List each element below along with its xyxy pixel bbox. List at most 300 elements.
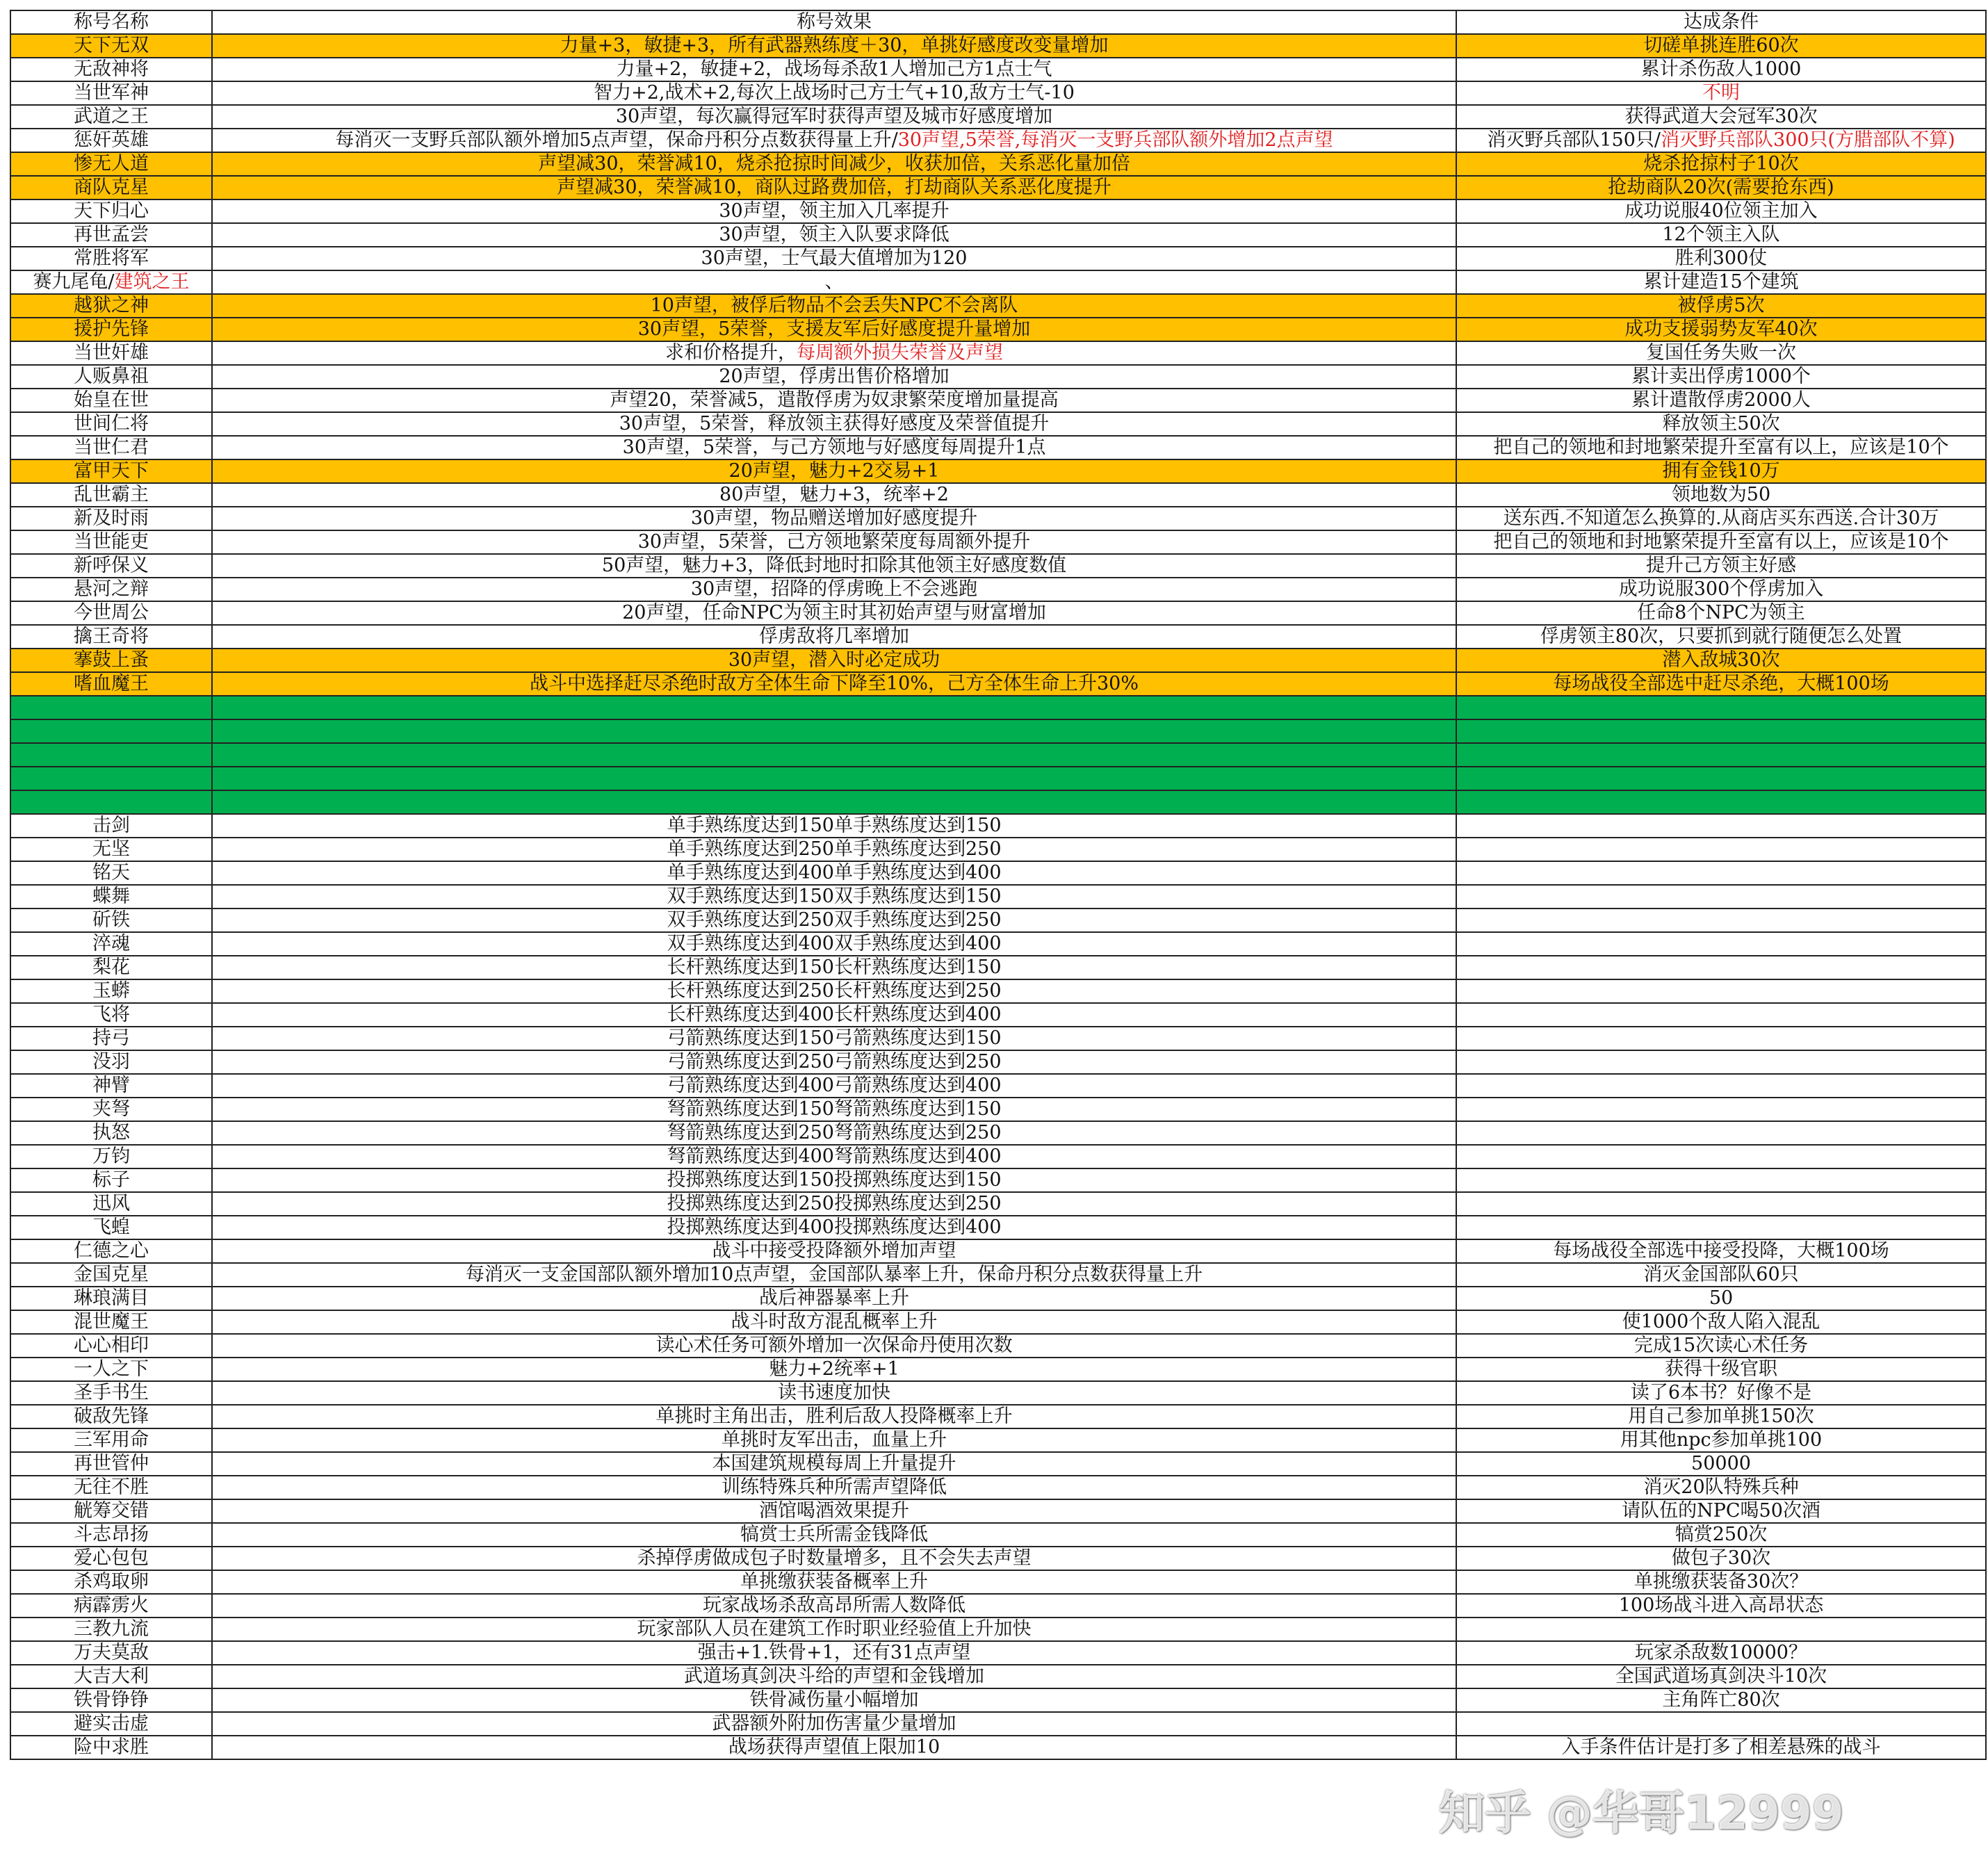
title-name-cell [10, 389, 212, 412]
title-name-cell [10, 436, 212, 459]
title-effect-cell [212, 672, 1456, 696]
table-row [10, 956, 1986, 979]
cell-text: 飞蝗 [92, 1216, 130, 1238]
title-effect-cell [212, 790, 1456, 814]
cell-text: 击剑 [92, 815, 130, 836]
cell-text: 斗志昂扬 [74, 1524, 149, 1545]
condition-cell [1456, 1287, 1986, 1310]
cell-text: 仁德之心 [74, 1240, 149, 1262]
table-row [10, 1263, 1986, 1287]
cell-text: 没羽 [92, 1051, 130, 1073]
title-effect-cell [212, 767, 1456, 790]
title-effect-cell [212, 507, 1456, 530]
title-name-cell [10, 1476, 212, 1499]
cell-text: 武器额外附加伤害量少量增加 [712, 1713, 956, 1734]
title-effect-cell [212, 1499, 1456, 1523]
cell-text: 把自己的领地和封地繁荣提升至富有以上，应该是10个 [1493, 531, 1949, 553]
condition-cell [1456, 1358, 1986, 1381]
table-row [10, 696, 1986, 719]
title-name-cell [10, 1523, 212, 1547]
table-row [10, 483, 1986, 507]
condition-cell [1456, 1239, 1986, 1263]
title-name-cell [10, 129, 212, 152]
cell-text: 把自己的领地和封地繁荣提升至富有以上，应该是10个 [1493, 437, 1949, 458]
cell-text: 切磋单挑连胜60次 [1643, 35, 1799, 56]
cell-text: 做包子30次 [1671, 1547, 1771, 1569]
title-name-cell [10, 507, 212, 530]
cell-text: 用自己参加单挑150次 [1628, 1406, 1814, 1427]
cell-text: 新呼保义 [74, 555, 149, 576]
cell-text: 被俘虏5次 [1677, 295, 1765, 316]
cell-text: 搴鼓上蚤 [74, 649, 149, 671]
title-effect-cell [212, 294, 1456, 318]
cell-text: 一人之下 [74, 1358, 149, 1380]
title-effect-cell [212, 318, 1456, 341]
title-name-cell [10, 365, 212, 389]
table-row [10, 81, 1986, 105]
cell-text: 烧杀抢掠村子10次 [1643, 153, 1799, 174]
table-row [10, 979, 1986, 1003]
condition-cell [1456, 578, 1986, 601]
title-name-cell [10, 1452, 212, 1476]
title-effect-cell [212, 1310, 1456, 1334]
cell-text: 训练特殊兵种所需声望降低 [722, 1476, 947, 1498]
title-name-cell [10, 814, 212, 838]
title-name-cell [10, 318, 212, 341]
condition-cell [1456, 1074, 1986, 1098]
cell-text: 投掷熟练度达到400投掷熟练度达到400 [667, 1216, 1002, 1238]
title-name-cell [10, 649, 212, 672]
title-name-cell [10, 790, 212, 814]
condition-cell [1456, 719, 1986, 743]
condition-cell [1456, 152, 1986, 176]
cell-text: 犒赏250次 [1675, 1524, 1768, 1545]
title-name-cell [10, 1428, 212, 1452]
title-name-cell [10, 1003, 212, 1027]
title-name-cell [10, 1641, 212, 1665]
condition-cell [1456, 1523, 1986, 1547]
cell-text: 觥筹交错 [74, 1500, 149, 1522]
cell-text: 常胜将军 [74, 247, 149, 269]
header-cell-title-name: 称号名称 [10, 10, 212, 34]
condition-cell [1456, 649, 1986, 672]
table-row [10, 294, 1986, 318]
table-row [10, 1239, 1986, 1263]
cell-text: 当世能吏 [74, 531, 149, 553]
cell-text: 乱世霸主 [74, 484, 149, 505]
title-effect-cell [212, 1594, 1456, 1618]
title-name-cell [10, 885, 212, 909]
table-row [10, 389, 1986, 412]
highlighted-text: 消灭野兵部队300只(方腊部队不算) [1661, 129, 1955, 151]
cell-text: 神臂 [92, 1075, 130, 1096]
title-effect-cell [212, 1688, 1456, 1712]
condition-cell [1456, 294, 1986, 318]
cell-text: 圣手书生 [74, 1382, 149, 1403]
cell-text: 当世奸雄 [74, 342, 149, 364]
cell-text: 请队伍的NPC喝50次酒 [1622, 1500, 1820, 1522]
cell-text: 20声望，任命NPC为领主时其初始声望与财富增加 [622, 602, 1046, 624]
table-row [10, 578, 1986, 601]
cell-text: 消灭金国部队60只 [1643, 1264, 1799, 1285]
cell-text: 累计建造15个建筑 [1643, 271, 1799, 293]
cell-text: 读心术任务可额外增加一次保命丹使用次数 [655, 1335, 1013, 1356]
title-effect-cell [212, 1263, 1456, 1287]
table-row [10, 1168, 1986, 1192]
cell-text: 每消灭一支金国部队额外增加10点声望，金国部队暴率上升，保命丹积分点数获得量上升 [465, 1264, 1203, 1285]
cell-text: 主角阵亡80次 [1662, 1689, 1780, 1711]
cell-text: 20声望，俘虏出售价格增加 [719, 366, 950, 387]
cell-text: 抢劫商队20次(需要抢东西) [1608, 177, 1834, 198]
table-row [10, 1287, 1986, 1310]
title-name-cell [10, 1358, 212, 1381]
title-name-cell [10, 341, 212, 365]
condition-cell [1456, 1216, 1986, 1239]
cell-text: 用其他npc参加单挑100 [1620, 1429, 1823, 1451]
table-row [10, 459, 1986, 483]
cell-text: 投掷熟练度达到150投掷熟练度达到150 [667, 1169, 1002, 1191]
title-name-cell [10, 1098, 212, 1121]
cell-text: 声望减30，荣誉减10，商队过路费加倍，打劫商队关系恶化度提升 [557, 177, 1111, 198]
title-effect-cell [212, 861, 1456, 885]
title-effect-cell [212, 1003, 1456, 1027]
table-row [10, 58, 1986, 81]
cell-text: 持弓 [92, 1027, 130, 1049]
title-name-cell [10, 1074, 212, 1098]
cell-text: 读书速度加快 [778, 1382, 890, 1403]
table-row [10, 1358, 1986, 1381]
cell-text: 领地数为50 [1671, 484, 1771, 505]
cell-text: 弩箭熟练度达到400弩箭熟练度达到400 [667, 1146, 1002, 1167]
title-effect-cell [212, 389, 1456, 412]
cell-text: 无坚 [92, 838, 130, 860]
cell-text: 50000 [1691, 1453, 1751, 1474]
condition-cell [1456, 1452, 1986, 1476]
title-name-cell [10, 459, 212, 483]
table-row [10, 530, 1986, 554]
cell-text: 铁骨减伤量小幅增加 [749, 1689, 919, 1711]
cell-text: 蝶舞 [92, 886, 130, 907]
cell-text: 混世魔王 [74, 1311, 149, 1333]
condition-cell [1456, 1547, 1986, 1570]
cell-text: 当世仁君 [74, 437, 149, 458]
table-row [10, 1381, 1986, 1405]
title-name-cell [10, 81, 212, 105]
cell-text: 长杆熟练度达到250长杆熟练度达到250 [667, 980, 1002, 1002]
title-effect-cell [212, 1074, 1456, 1098]
table-row [10, 129, 1986, 152]
cell-text: 无敌神将 [74, 58, 149, 80]
title-effect-cell [212, 1712, 1456, 1736]
condition-cell [1456, 247, 1986, 270]
table-row [10, 1027, 1986, 1050]
condition-cell [1456, 389, 1986, 412]
title-effect-cell [212, 1428, 1456, 1452]
highlighted-text: 30声望,5荣誉,每消灭一支野兵部队额外增加2点声望 [897, 129, 1333, 151]
cell-text: 10声望，被俘后物品不会丢失NPC不会离队 [650, 295, 1018, 316]
title-effect-cell [212, 696, 1456, 719]
title-effect-cell [212, 223, 1456, 247]
cell-text: 弓箭熟练度达到150弓箭熟练度达到150 [667, 1027, 1002, 1049]
title-effect-cell [212, 1334, 1456, 1358]
condition-cell [1456, 1476, 1986, 1499]
table-row [10, 1334, 1986, 1358]
cell-text: 三教九流 [74, 1618, 149, 1640]
condition-cell [1456, 885, 1986, 909]
title-name-cell [10, 719, 212, 743]
cell-text: 累计卖出俘虏1000个 [1631, 366, 1811, 387]
condition-cell [1456, 696, 1986, 719]
cell-text: 80声望，魅力+3，统率+2 [719, 484, 949, 505]
cell-text: 惩奸英雄 [74, 129, 149, 151]
cell-text: 单手熟练度达到150单手熟练度达到150 [667, 815, 1002, 836]
title-effect-cell [212, 1381, 1456, 1405]
title-name-cell [10, 767, 212, 790]
cell-text: 擒王奇将 [74, 626, 149, 647]
title-effect-cell [212, 1027, 1456, 1050]
cell-text: 累计杀伤敌人1000 [1640, 58, 1802, 80]
title-name-cell [10, 294, 212, 318]
condition-cell [1456, 861, 1986, 885]
title-effect-cell [212, 578, 1456, 601]
title-name-cell [10, 105, 212, 129]
cell-text: 金国克星 [74, 1264, 149, 1285]
cell-text: 越狱之神 [74, 295, 149, 316]
cell-text: 30声望，领主入队要求降低 [719, 224, 950, 245]
header-cell-title-effect: 称号效果 [212, 10, 1456, 34]
cell-text: 双手熟练度达到150双手熟练度达到150 [667, 886, 1002, 907]
cell-text: 酒馆喝酒效果提升 [759, 1500, 909, 1522]
title-effect-cell [212, 365, 1456, 389]
cell-text: 三军用命 [74, 1429, 149, 1451]
table-row [10, 1405, 1986, 1428]
table-row [10, 1641, 1986, 1665]
cell-text: 胜利300仗 [1675, 247, 1768, 269]
table-row [10, 247, 1986, 270]
condition-cell [1456, 1027, 1986, 1050]
cell-text: 人贩鼻祖 [74, 366, 149, 387]
cell-text: 投掷熟练度达到250投掷熟练度达到250 [667, 1193, 1002, 1214]
title-effect-cell [212, 956, 1456, 979]
cell-text: 长杆熟练度达到150长杆熟练度达到150 [667, 956, 1002, 978]
cell-text: 弩箭熟练度达到250弩箭熟练度达到250 [667, 1122, 1002, 1143]
cell-text: 战斗中接受投降额外增加声望 [712, 1240, 956, 1262]
table-row [10, 1547, 1986, 1570]
condition-cell [1456, 34, 1986, 58]
cell-text: 单手熟练度达到400单手熟练度达到400 [667, 862, 1002, 883]
title-effect-cell [212, 1287, 1456, 1310]
table-row [10, 1310, 1986, 1334]
condition-cell [1456, 223, 1986, 247]
cell-text: 成功说服40位领主加入 [1624, 200, 1818, 222]
table-row [10, 649, 1986, 672]
table-row [10, 1145, 1986, 1168]
cell-text: 武道场真剑决斗给的声望和金钱增加 [684, 1665, 984, 1687]
table-row [10, 554, 1986, 578]
title-name-cell [10, 1287, 212, 1310]
condition-cell [1456, 436, 1986, 459]
cell-text: 险中求胜 [74, 1736, 149, 1758]
title-name-cell [10, 1027, 212, 1050]
condition-cell [1456, 58, 1986, 81]
title-effect-cell [212, 247, 1456, 270]
cell-text: 50声望，魅力+3，降低封地时扣除其他领主好感度数值 [601, 555, 1067, 576]
cell-text: 战场获得声望值上限加10 [728, 1736, 940, 1758]
cell-text: 读了6本书？好像不是 [1630, 1382, 1812, 1403]
cell-text: 30声望，招降的俘虏晚上不会逃跑 [690, 578, 978, 600]
title-effect-cell [212, 1168, 1456, 1192]
table-row [10, 625, 1986, 649]
highlighted-text: 每周额外损失荣誉及声望 [797, 342, 1003, 364]
title-name-cell [10, 483, 212, 507]
table-row [10, 1074, 1986, 1098]
title-name-cell [10, 1050, 212, 1074]
table-row [10, 1523, 1986, 1547]
condition-cell [1456, 625, 1986, 649]
title-effect-cell [212, 1192, 1456, 1216]
cell-text: 天下归心 [74, 200, 149, 222]
title-name-cell [10, 1145, 212, 1168]
cell-text: 万夫莫敌 [74, 1642, 149, 1663]
cell-text: 12个领主入队 [1662, 224, 1780, 245]
cell-text: 当世军神 [74, 82, 149, 104]
title-effect-cell [212, 1665, 1456, 1688]
title-name-cell [10, 1499, 212, 1523]
cell-text: 世间仁将 [74, 413, 149, 434]
condition-cell [1456, 1192, 1986, 1216]
title-effect-cell [212, 199, 1456, 223]
condition-cell [1456, 199, 1986, 223]
title-effect-cell [212, 1736, 1456, 1759]
title-name-cell [10, 956, 212, 979]
cell-text: 拥有金钱10万 [1662, 460, 1780, 482]
condition-cell [1456, 1688, 1986, 1712]
condition-cell [1456, 483, 1986, 507]
cell-text: 万钧 [92, 1146, 130, 1167]
table-row [10, 1121, 1986, 1145]
cell-text: 30声望，物品赠送增加好感度提升 [690, 507, 978, 529]
title-name-cell [10, 625, 212, 649]
title-effect-cell [212, 81, 1456, 105]
title-name-cell [10, 247, 212, 270]
cell-text: 入手条件估计是打多了相差悬殊的战斗 [1561, 1736, 1881, 1758]
condition-cell [1456, 459, 1986, 483]
cell-text: 30声望，5荣誉，与己方领地与好感度每周提升1点 [622, 437, 1046, 458]
title-name-cell [10, 270, 212, 294]
table-row [10, 1736, 1986, 1759]
title-effect-cell [212, 885, 1456, 909]
condition-cell [1456, 105, 1986, 129]
cell-text: 双手熟练度达到250双手熟练度达到250 [667, 909, 1002, 931]
title-name-cell [10, 1547, 212, 1570]
title-name-cell [10, 932, 212, 956]
cell-text: 声望20，荣誉减5，遣散俘虏为奴隶繁荣度增加量提高 [610, 389, 1059, 411]
cell-text: 累计遣散俘虏2000人 [1631, 389, 1811, 411]
title-effect-cell [212, 341, 1456, 365]
condition-cell [1456, 1594, 1986, 1618]
cell-text: 完成15次读心术任务 [1633, 1335, 1809, 1356]
cell-text: 50 [1709, 1287, 1734, 1309]
cell-text: 富甲天下 [74, 460, 149, 482]
condition-cell [1456, 1050, 1986, 1074]
cell-text: 魅力+2统率+1 [769, 1358, 899, 1380]
condition-cell [1456, 554, 1986, 578]
table-row [10, 507, 1986, 530]
cell-text: 30声望，5荣誉，己方领地繁荣度每周额外提升 [637, 531, 1031, 553]
condition-cell [1456, 530, 1986, 554]
title-effect-cell [212, 1098, 1456, 1121]
condition-cell [1456, 672, 1986, 696]
title-name-cell [10, 696, 212, 719]
table-row [10, 838, 1986, 861]
cell-text: 单挑缴获装备概率上升 [740, 1571, 928, 1592]
cell-text: 战斗时敌方混乱概率上升 [731, 1311, 938, 1333]
title-effect-cell [212, 719, 1456, 743]
title-name-cell [10, 1121, 212, 1145]
cell-text: 玩家部队人员在建筑工作时职业经验值上升加快 [637, 1618, 1032, 1640]
condition-cell [1456, 956, 1986, 979]
title-effect-cell [212, 176, 1456, 199]
title-effect-cell [212, 1452, 1456, 1476]
table-row [10, 932, 1986, 956]
condition-cell [1456, 1570, 1986, 1594]
table-row [10, 885, 1986, 909]
cell-text: 淬魂 [92, 933, 130, 954]
table-row [10, 1499, 1986, 1523]
title-effect-cell [212, 814, 1456, 838]
title-name-cell [10, 34, 212, 58]
condition-cell [1456, 1736, 1986, 1759]
condition-cell [1456, 909, 1986, 932]
table-row [10, 176, 1986, 199]
cell-text: 俘虏敌将几率增加 [759, 626, 909, 647]
table-row [10, 743, 1986, 767]
condition-cell [1456, 318, 1986, 341]
cell-text: 新及时雨 [74, 507, 149, 529]
table-row [10, 105, 1986, 129]
title-effect-cell [212, 625, 1456, 649]
cell-text: 避实击虚 [74, 1713, 149, 1734]
cell-text: 30声望，士气最大值增加为120 [701, 247, 968, 269]
cell-text: 释放领主50次 [1662, 413, 1780, 434]
title-name-cell [10, 1618, 212, 1641]
condition-cell [1456, 1168, 1986, 1192]
title-effect-cell [212, 483, 1456, 507]
condition-cell [1456, 1665, 1986, 1688]
title-effect-cell [212, 152, 1456, 176]
condition-cell [1456, 129, 1986, 152]
title-name-cell [10, 979, 212, 1003]
title-name-cell [10, 1665, 212, 1688]
table-row [10, 1665, 1986, 1688]
title-effect-cell [212, 932, 1456, 956]
condition-cell [1456, 838, 1986, 861]
condition-cell [1456, 1381, 1986, 1405]
cell-text: 杀掉俘虏做成包子时数量增多，且不会失去声望 [637, 1547, 1032, 1569]
title-effect-cell [212, 1239, 1456, 1263]
title-effect-cell [212, 649, 1456, 672]
cell-text: 复国任务失败一次 [1646, 342, 1796, 364]
title-name-cell [10, 1168, 212, 1192]
title-effect-cell [212, 459, 1456, 483]
table-row [10, 436, 1986, 459]
title-name-cell [10, 743, 212, 767]
table-row [10, 1428, 1986, 1452]
cell-text: 飞将 [92, 1004, 130, 1025]
table-row [10, 601, 1986, 625]
cell-text: 梨花 [92, 956, 130, 978]
cell-text: 使1000个敌人陷入混乱 [1622, 1311, 1820, 1333]
